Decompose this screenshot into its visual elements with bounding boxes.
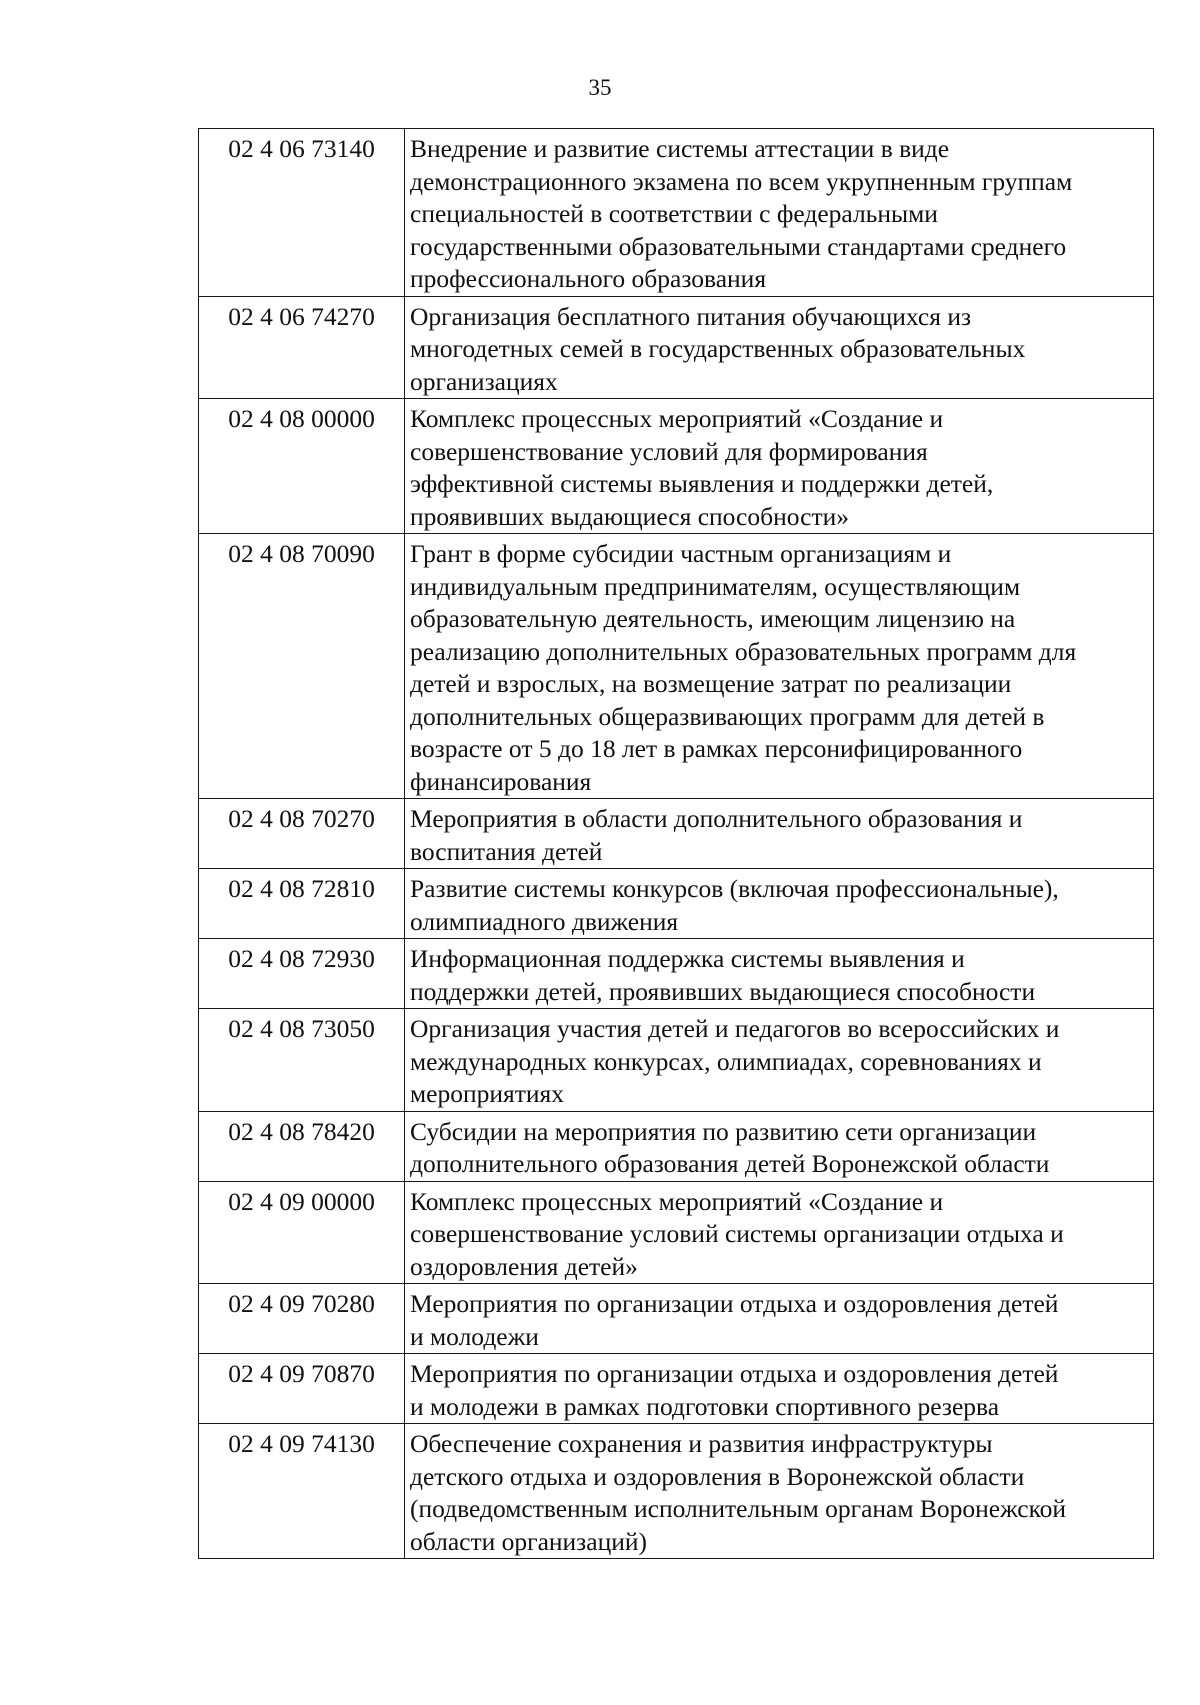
description-line: совершенствование условий для формирования [410,436,928,466]
description-line: области организаций) [410,1526,648,1556]
description-line: международных конкурсах, олимпиадах, соревнованиях и [410,1046,1042,1076]
description-line: Развитие системы конкурсов (включая профессиональные), [410,874,1059,903]
classification-description [405,1284,1154,1354]
description-line: поддержки детей, проявивших выдающиеся способности [410,976,1036,1006]
table-row [199,1424,1154,1559]
classification-description [405,869,1154,939]
description-line: финансирования [410,766,592,796]
table-row [199,1354,1154,1424]
classification-description [405,399,1154,534]
description-line: реализацию дополнительных образовательных программ для [410,636,1077,666]
description-line: государственными образовательными стандартами среднего [410,231,1067,261]
classification-description [405,799,1154,869]
table-row [199,1181,1154,1284]
description-line: воспитания детей [410,836,603,866]
description-line: Грант в форме субсидии частным организациям и [410,539,952,568]
classification-code: 02 4 06 74270 [199,296,405,399]
description-line: дополнительного образования детей Воронежской области [410,1149,1050,1178]
table-row [199,1009,1154,1112]
budget-classification-table [198,128,1154,1559]
classification-code: 02 4 09 70870 [199,1354,405,1424]
description-line: образовательную деятельность, имеющим лицензию на [410,604,1016,633]
description-line: проявивших выдающиеся способности» [410,501,849,531]
description-line: Субсидии на мероприятия по развитию сети организации [410,1116,1037,1146]
description-line: многодетных семей в государственных образовательных [410,334,1026,363]
classification-code: 02 4 09 74130 [199,1424,405,1559]
description-line: Организация участия детей и педагогов во всероссийских и [410,1014,1060,1043]
classification-code: 02 4 08 70270 [199,799,405,869]
classification-description [405,1111,1154,1181]
classification-code: 02 4 08 72810 [199,869,405,939]
description-line: детей и взрослых, на возмещение затрат по реализации [410,669,1012,698]
description-line: и молодежи [410,1321,539,1351]
classification-code: 02 4 09 70280 [199,1284,405,1354]
classification-code: 02 4 09 00000 [199,1181,405,1284]
classification-description [405,534,1154,799]
table-row [199,534,1154,799]
table-body [199,129,1154,1559]
description-line: (подведомственным исполнительным органам Воронежской [410,1494,1067,1523]
classification-description [405,1424,1154,1559]
description-line: Комплекс процессных мероприятий «Создание и [410,404,944,433]
description-line: Информационная поддержка системы выявления и [410,944,965,973]
page-number: 35 [588,75,612,100]
table-row [199,799,1154,869]
description-line: олимпиадного движения [410,906,679,936]
description-line: Мероприятия по организации отдыха и оздоровления детей [410,1289,1059,1318]
description-line: дополнительных общеразвивающих программ для детей в [410,701,1045,731]
description-line: организациях [410,366,558,396]
classification-code: 02 4 06 73140 [199,129,405,297]
classification-code: 02 4 08 78420 [199,1111,405,1181]
description-line: Комплекс процессных мероприятий «Создание и [410,1186,944,1216]
table-row [199,939,1154,1009]
description-line: эффективной системы выявления и поддержки детей, [410,469,994,498]
description-line: Обеспечение сохранения и развития инфраструктуры [410,1429,993,1458]
classification-description [405,1181,1154,1284]
classification-description [405,1009,1154,1112]
table-row [199,129,1154,297]
description-line: оздоровления детей» [410,1251,638,1281]
classification-code: 02 4 08 70090 [199,534,405,799]
description-line: возрасте от 5 до 18 лет в рамках персонифицированного [410,734,1023,763]
description-line: Мероприятия в области дополнительного образования и [410,804,1023,833]
classification-code: 02 4 08 00000 [199,399,405,534]
classification-description [405,129,1154,297]
description-line: мероприятиях [410,1079,564,1108]
description-line: детского отдыха и оздоровления в Воронежской области [410,1461,1025,1491]
description-line: Внедрение и развитие системы аттестации в виде [410,134,950,163]
table-row [199,399,1154,534]
description-line: демонстрационного экзамена по всем укрупненным группам [410,166,1073,196]
table-row [199,869,1154,939]
classification-description [405,939,1154,1009]
description-line: и молодежи в рамках подготовки спортивного резерва [410,1391,1000,1421]
classification-description [405,296,1154,399]
description-line: профессионального образования [410,264,767,293]
classification-code: 02 4 08 72930 [199,939,405,1009]
description-line: совершенствование условий системы организации отдыха и [410,1219,1064,1248]
table-row [199,296,1154,399]
description-line: Мероприятия по организации отдыха и оздоровления детей [410,1359,1059,1388]
table-row [199,1284,1154,1354]
classification-description [405,1354,1154,1424]
classification-code: 02 4 08 73050 [199,1009,405,1112]
description-line: индивидуальным предпринимателям, осуществляющим [410,571,1021,601]
table-row [199,1111,1154,1181]
description-line: Организация бесплатного питания обучающихся из [410,301,972,331]
description-line: специальностей в соответствии с федеральными [410,199,938,228]
